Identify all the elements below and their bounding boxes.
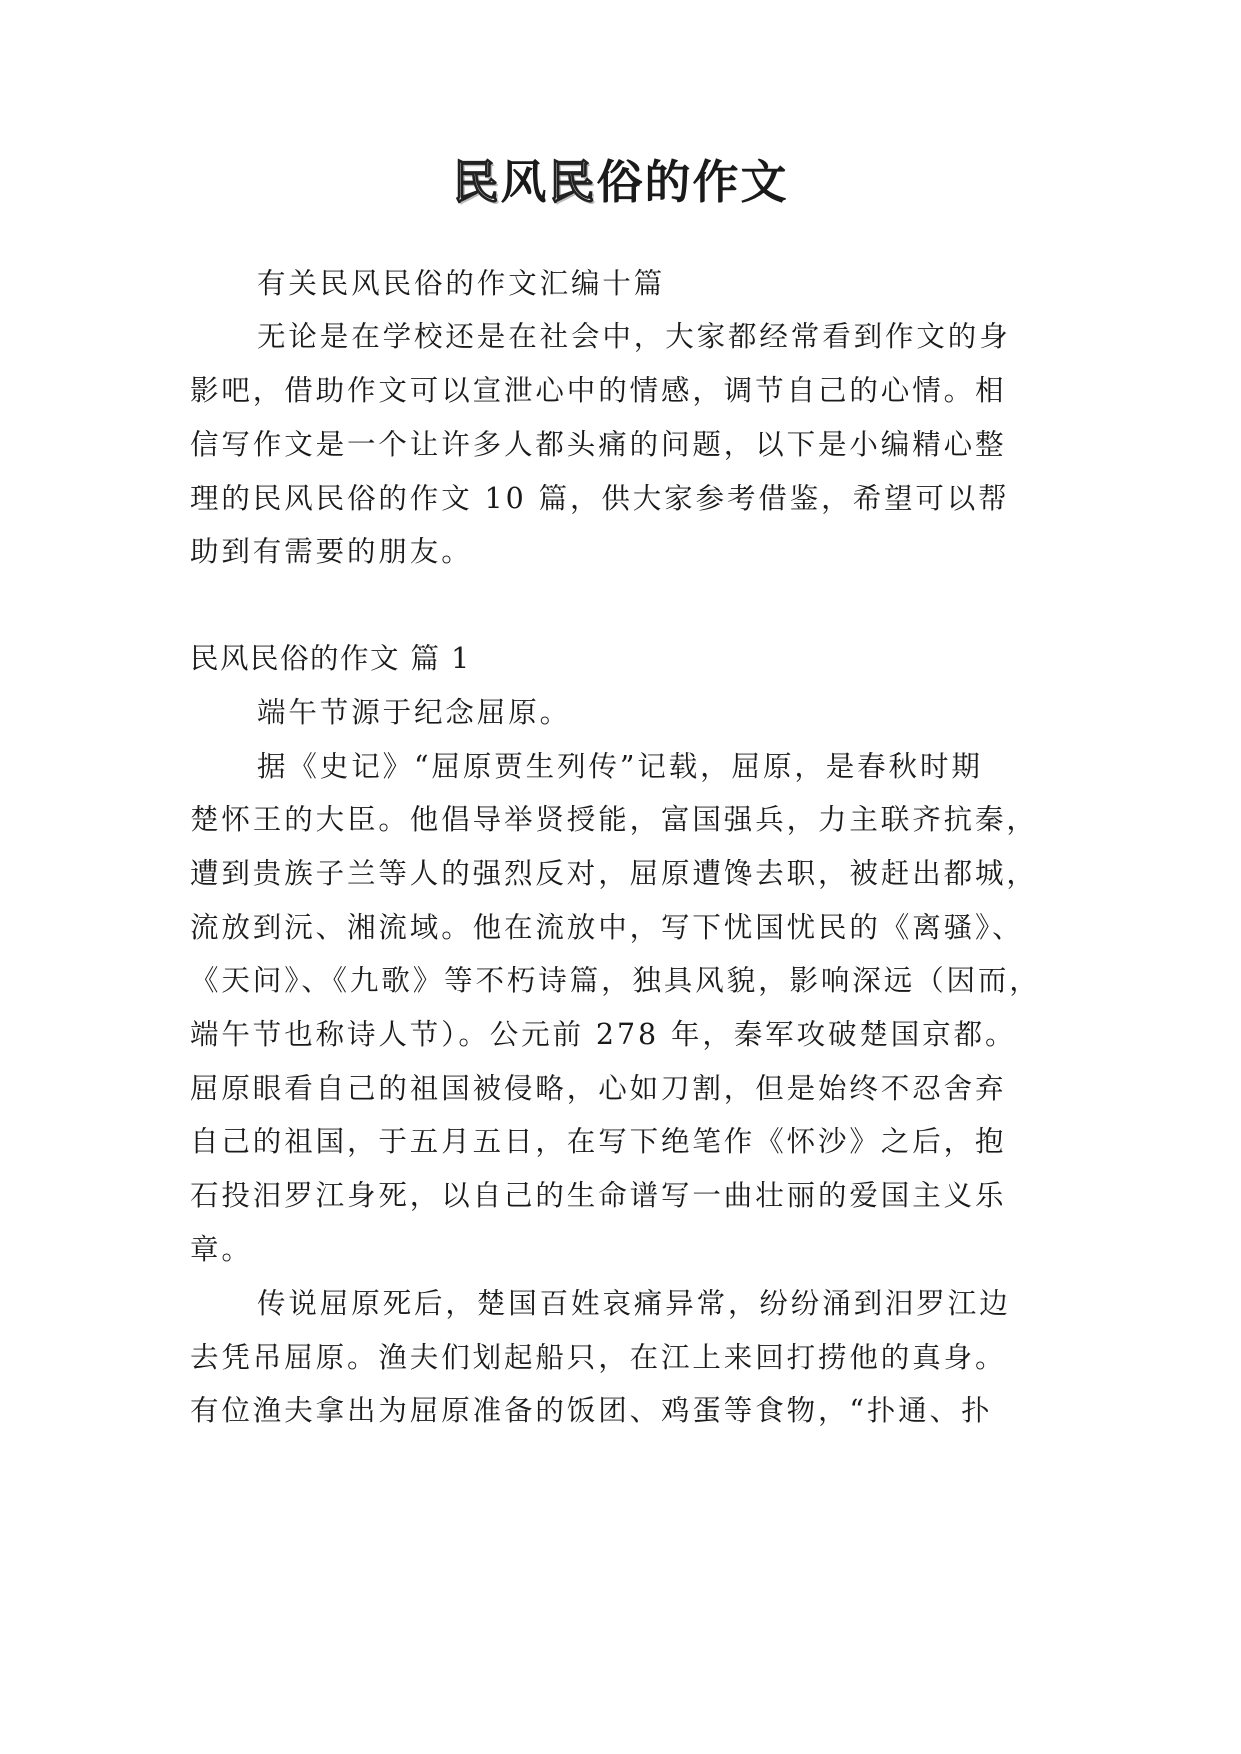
body-line: 遭到贵族子兰等人的强烈反对，屈原遭馋去职，被赶出都城， bbox=[190, 857, 1038, 890]
intro-line: 无论是在学校还是在社会中，大家都经常看到作文的身 bbox=[257, 320, 1011, 353]
body-line: 据《史记》“屈原贾生列传”记载，屈原，是春秋时期 bbox=[257, 750, 983, 783]
title-char-2: 风 bbox=[500, 155, 549, 209]
body-line: 流放到沅、湘流域。他在流放中，写下忧国忧民的《离骚》、 bbox=[190, 911, 1024, 944]
title-char-1: 民 bbox=[452, 155, 501, 209]
body-line: 楚怀王的大臣。他倡导举贤授能，富国强兵，力主联齐抗秦， bbox=[190, 803, 1038, 836]
intro-line: 信写作文是一个让许多人都头痛的问题，以下是小编精心整 bbox=[190, 428, 1007, 461]
body-line: 端午节源于纪念屈原。 bbox=[257, 696, 572, 729]
body-line: 自己的祖国，于五月五日，在写下绝笔作《怀沙》之后，抱 bbox=[190, 1125, 1007, 1158]
title-char-rest: 俗的作文 bbox=[596, 155, 789, 209]
body-line: 传说屈原死后，楚国百姓哀痛异常，纷纷涌到汨罗江边 bbox=[257, 1287, 1011, 1320]
intro-line: 影吧，借助作文可以宣泄心中的情感，调节自己的心情。相 bbox=[190, 374, 1007, 407]
intro-line: 理的民风民俗的作文 10 篇，供大家参考借鉴，希望可以帮 bbox=[190, 482, 1010, 515]
body-line: 《天问》、《九歌》等不朽诗篇，独具风貌，影响深远（因而， bbox=[190, 964, 1041, 997]
intro-line: 助到有需要的朋友。 bbox=[190, 535, 473, 568]
body-line: 屈原眼看自己的祖国被侵略，心如刀割，但是始终不忍舍弃 bbox=[190, 1072, 1007, 1105]
body-line: 端午节也称诗人节）。公元前 278 年，秦军攻破楚国京都。 bbox=[190, 1018, 1017, 1051]
subtitle-line: 有关民风民俗的作文汇编十篇 bbox=[257, 267, 666, 300]
document-title bbox=[0, 150, 1241, 214]
section-heading: 民风民俗的作文 篇 1 bbox=[190, 642, 471, 675]
body-line: 有位渔夫拿出为屈原准备的饭团、鸡蛋等食物，“扑通、扑 bbox=[190, 1394, 993, 1427]
body-line: 去凭吊屈原。渔夫们划起船只，在江上来回打捞他的真身。 bbox=[190, 1341, 1007, 1374]
body-line: 石投汨罗江身死，以自己的生命谱写一曲壮丽的爱国主义乐 bbox=[190, 1179, 1007, 1212]
title-char-3: 民 bbox=[548, 155, 597, 209]
body-line: 章。 bbox=[190, 1233, 253, 1266]
